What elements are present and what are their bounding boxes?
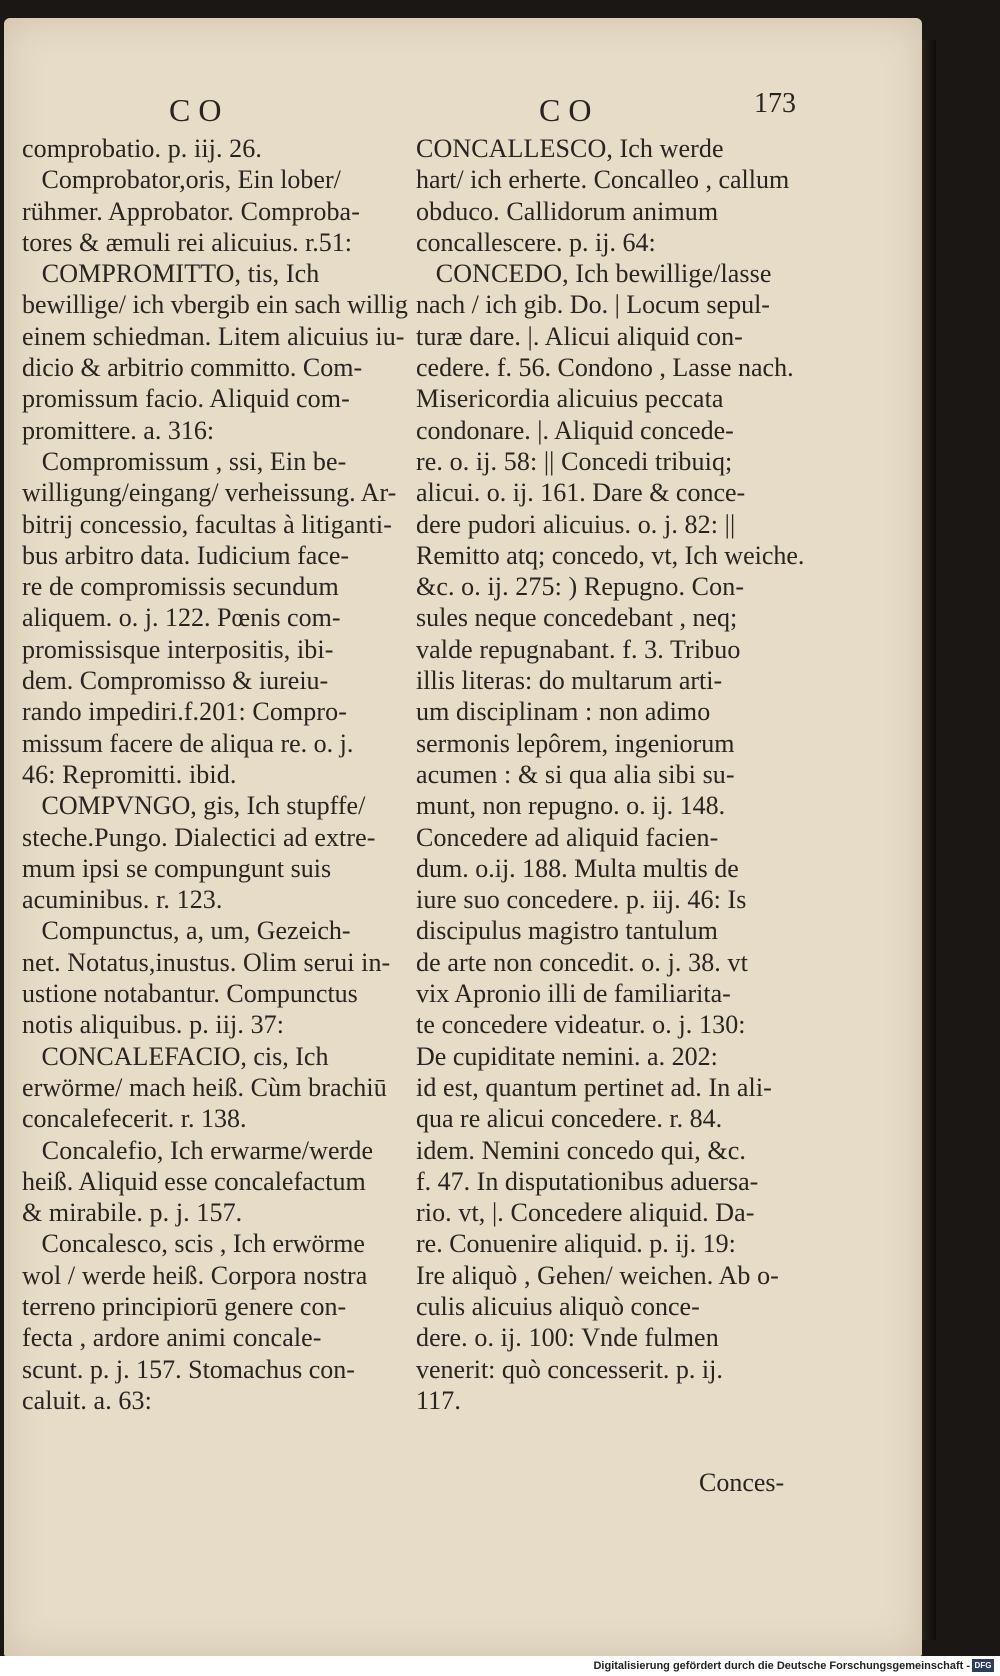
text-line: comprobatio. p. iij. 26. xyxy=(22,134,262,163)
text-line: re. o. ij. 58: || Concedi tribuiq; xyxy=(416,446,733,476)
text-line: rio. vt, |. Concedere aliquid. Da- xyxy=(416,1198,755,1228)
page-edge-shadow xyxy=(922,40,936,1640)
left-running-head: CO xyxy=(169,92,230,128)
text-line: dum. o.ij. 188. Multa multis de xyxy=(416,853,739,883)
text-line: CONCEDO, Ich bewillige/lasse xyxy=(416,259,772,289)
text-line: & mirabile. p. j. 157. xyxy=(22,1198,243,1228)
text-line: acuminibus. r. 123. xyxy=(22,885,223,915)
text-line: dere. o. ij. 100: Vnde fulmen xyxy=(416,1323,719,1353)
text-line: valde repugnabant. f. 3. Tribuo xyxy=(416,634,741,664)
text-line: Compunctus, a, um, Gezeich- xyxy=(22,916,351,946)
page-number: 173 xyxy=(754,88,796,119)
text-line: CONCALEFACIO, cis, Ich xyxy=(22,1041,329,1071)
text-line: rühmer. Approbator. Comproba- xyxy=(22,196,360,226)
text-line: Concalefio, Ich erwarme/werde xyxy=(22,1135,374,1165)
text-line: terreno principiorū genere con- xyxy=(22,1291,347,1321)
text-line: &c. o. ij. 275: ) Repugno. Con- xyxy=(416,572,745,602)
text-line: wol / werde heiß. Corpora nostra xyxy=(22,1260,368,1290)
text-line: Comprobator,oris, Ein lober/ xyxy=(22,165,341,195)
text-line: sermonis lepôrem, ingeniorum xyxy=(416,728,735,758)
left-column-lines xyxy=(22,133,406,1416)
text-line: alicui. o. ij. 161. Dare & conce- xyxy=(416,478,746,508)
text-line: ustione notabantur. Compunctus xyxy=(22,979,358,1009)
text-line: einem schiedman. Litem alicuius iu- xyxy=(22,321,405,351)
text-line: re de compromissis secundum xyxy=(22,572,339,602)
text-line: iure suo concedere. p. iij. 46: Is xyxy=(416,885,747,915)
text-line: net. Notatus,inustus. Olim serui in- xyxy=(22,947,391,977)
digitization-footer xyxy=(0,1656,1000,1676)
text-line: acumen : & si qua alia sibi su- xyxy=(416,759,735,789)
text-line: promissum facio. Aliquid com- xyxy=(22,384,350,414)
text-line: venerit: quò concesserit. p. ij. xyxy=(416,1354,723,1384)
text-line: heiß. Aliquid esse concalefactum xyxy=(22,1166,366,1196)
text-line: discipulus magistro tantulum xyxy=(416,916,718,946)
catchword: Conces- xyxy=(699,1468,785,1497)
text-line: te concedere videatur. o. j. 130: xyxy=(416,1010,746,1040)
text-line: mum ipsi se compungunt suis xyxy=(22,853,332,883)
text-line: dere pudori alicuius. o. j. 82: || xyxy=(416,509,736,539)
text-line: caluit. a. 63: xyxy=(22,1385,152,1415)
text-line: illis literas: do multarum arti- xyxy=(416,666,723,696)
text-line: COMPVNGO, gis, Ich stupffe/ xyxy=(22,791,366,821)
text-line: dem. Compromisso & iureiu- xyxy=(22,666,329,696)
text-line: idem. Nemini concedo qui, &c. xyxy=(416,1135,746,1165)
text-line: steche.Pungo. Dialectici ad extre- xyxy=(22,822,376,852)
text-line: um disciplinam : non adimo xyxy=(416,697,711,727)
text-line: COMPROMITTO, tis, Ich xyxy=(22,259,320,289)
text-line: Concedere ad aliquid facien- xyxy=(416,822,719,852)
text-line: fecta , ardore animi concale- xyxy=(22,1323,322,1353)
text-line: obduco. Callidorum animum xyxy=(416,196,719,226)
text-line: sules neque concedebant , neq; xyxy=(416,603,738,633)
text-line: re. Conuenire aliquid. p. ij. 19: xyxy=(416,1229,736,1259)
text-line: willigung/eingang/ verheissung. Ar- xyxy=(22,478,397,508)
text-line: nach / ich gib. Do. | Locum sepul- xyxy=(416,290,770,320)
text-line: Remitto atq; concedo, vt, Ich weiche. xyxy=(416,540,805,570)
text-line: tores & æmuli rei alicuius. r.51: xyxy=(22,227,353,257)
text-line: aliquem. o. j. 122. Pœnis com- xyxy=(22,603,341,633)
text-line: promissisque interpositis, ibi- xyxy=(22,634,334,664)
text-line: concallescere. p. ij. 64: xyxy=(416,227,656,257)
text-line: qua re alicui concedere. r. 84. xyxy=(416,1104,723,1134)
text-line: Misericordia alicuius peccata xyxy=(416,384,724,414)
text-line: De cupiditate nemini. a. 202: xyxy=(416,1041,718,1071)
footer-credit: Digitalisierung gefördert durch die Deutsche Forschungsgemeinschaft - xyxy=(593,1660,970,1672)
text-line: id est, quantum pertinet ad. In ali- xyxy=(416,1072,772,1102)
text-line: CONCALLESCO, Ich werde xyxy=(416,134,724,163)
text-line: hart/ ich erherte. Concalleo , callum xyxy=(416,165,790,195)
text-line: Ire aliquò , Gehen/ weichen. Ab o- xyxy=(416,1260,779,1290)
text-line: scunt. p. j. 157. Stomachus con- xyxy=(22,1354,355,1384)
text-line: Concalesco, scis , Ich erwörme xyxy=(22,1229,365,1259)
text-line: munt, non repugno. o. ij. 148. xyxy=(416,791,726,821)
text-line: cedere. f. 56. Condono , Lasse nach. xyxy=(416,353,794,383)
text-line: bus arbitro data. Iudicium face- xyxy=(22,540,350,570)
text-line: missum facere de aliqua re. o. j. xyxy=(22,728,354,758)
text-line: culis alicuius aliquò conce- xyxy=(416,1291,700,1321)
text-line: 46: Repromitti. ibid. xyxy=(22,759,237,789)
text-line: bitrij concessio, facultas à litiganti- xyxy=(22,509,392,539)
text-line: dicio & arbitrio committo. Com- xyxy=(22,353,363,383)
right-column-lines xyxy=(416,133,806,1416)
text-line: notis aliquibus. p. iij. 37: xyxy=(22,1010,285,1040)
text-line: concalefecerit. r. 138. xyxy=(22,1104,247,1134)
dfg-logo: DFG xyxy=(972,1659,994,1672)
text-line: rando impediri.f.201: Compro- xyxy=(22,697,347,727)
text-line: promittere. a. 316: xyxy=(22,415,215,445)
text-line: bewillige/ ich vbergib ein sach willig xyxy=(22,290,408,320)
book-page xyxy=(4,18,922,1656)
text-line: erwörme/ mach heiß. Cùm brachiū xyxy=(22,1072,387,1102)
text-line: vix Apronio illi de familiarita- xyxy=(416,979,731,1009)
right-running-head: CO xyxy=(539,92,600,128)
text-line: 117. xyxy=(416,1385,461,1415)
text-line: condonare. |. Aliquid concede- xyxy=(416,415,734,445)
text-line: turæ dare. |. Alicui aliquid con- xyxy=(416,321,743,351)
text-line: de arte non concedit. o. j. 38. vt xyxy=(416,947,748,977)
text-line: Compromissum , ssi, Ein be- xyxy=(22,446,347,476)
text-line: f. 47. In disputationibus aduersa- xyxy=(416,1166,759,1196)
